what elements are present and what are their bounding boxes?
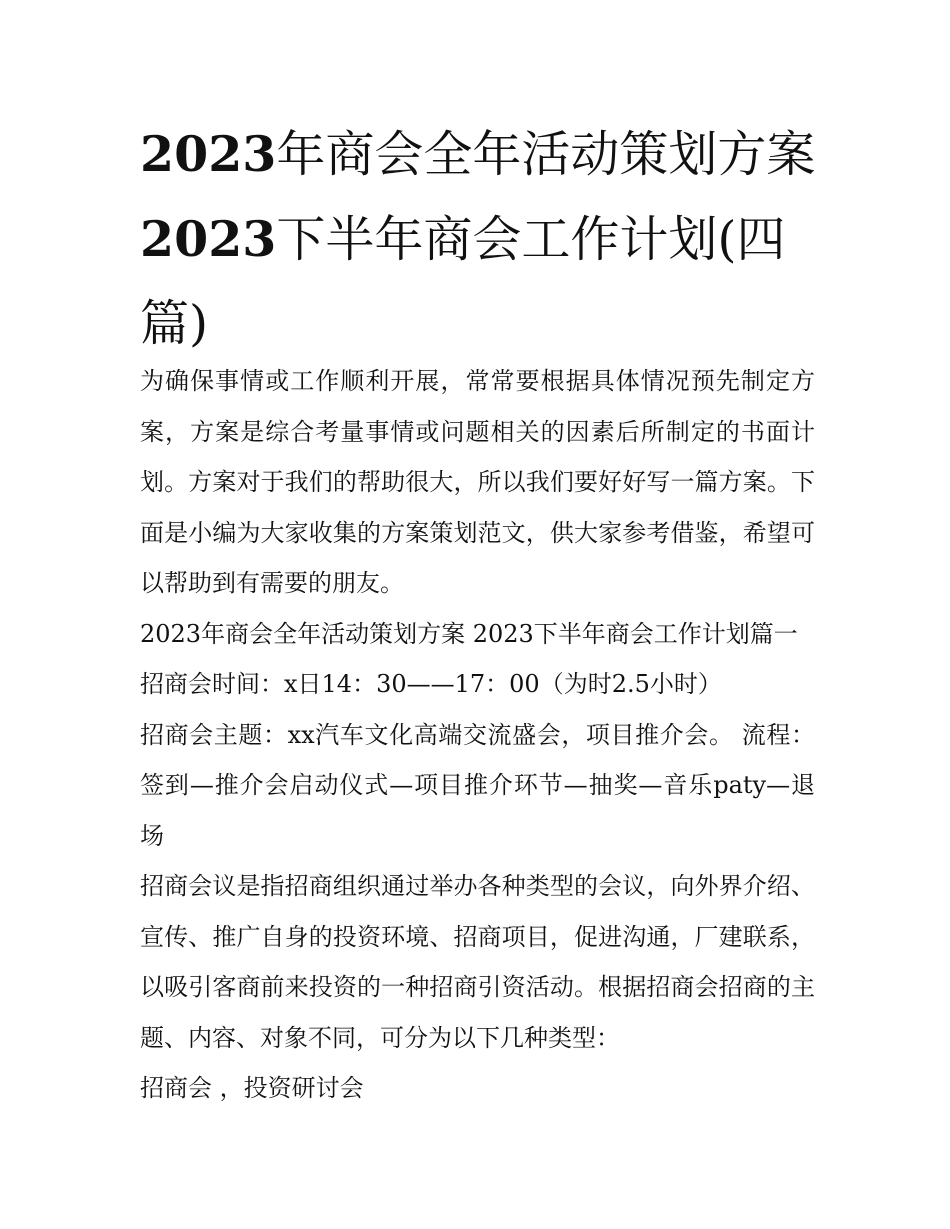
title-text-1: 年商会全年活动策划方案	[276, 126, 816, 183]
meeting-time-paragraph: 招商会时间：x日14：30——17：00（为时2.5小时）	[140, 670, 722, 698]
meeting-theme-paragraph: 招商会主题：xx汽车文化高端交流盛会，项目推介会。 流程：签到—推介会启动仪式—项目推介环节—抽奖—音乐paty—退场	[140, 720, 815, 850]
section-heading: 2023年商会全年活动策划方案 2023下半年商会工作计划篇一	[140, 619, 798, 648]
document-title	[140, 112, 820, 366]
title-text-2: 下半年商会工作计划(四篇)	[140, 211, 786, 352]
meeting-type-paragraph: 招商会 ，投资研讨会	[140, 1074, 364, 1102]
meeting-description-paragraph: 招商会议是指招商组织通过举办各种类型的会议，向外界介绍、宣传、推广自身的投资环境、招商项目，促进沟通，厂建联系，以吸引客商前来投资的一种招商引资活动。根据招商会招商的主题、内容、对象不同，可分为以下几种类型：	[140, 872, 815, 1052]
intro-paragraph: 为确保事情或工作顺利开展，常常要根据具体情况预先制定方案，方案是综合考量事情或问题相关的因素后所制定的书面计划。方案对于我们的帮助很大，所以我们要好好写一篇方案。下面是小编为大家收集的方案策划范文，供大家参考借鉴，希望可以帮助到有需要的朋友。	[140, 367, 815, 597]
document-body	[140, 356, 815, 1114]
title-year-2: 2023	[140, 210, 277, 268]
title-year-1: 2023	[140, 125, 277, 183]
